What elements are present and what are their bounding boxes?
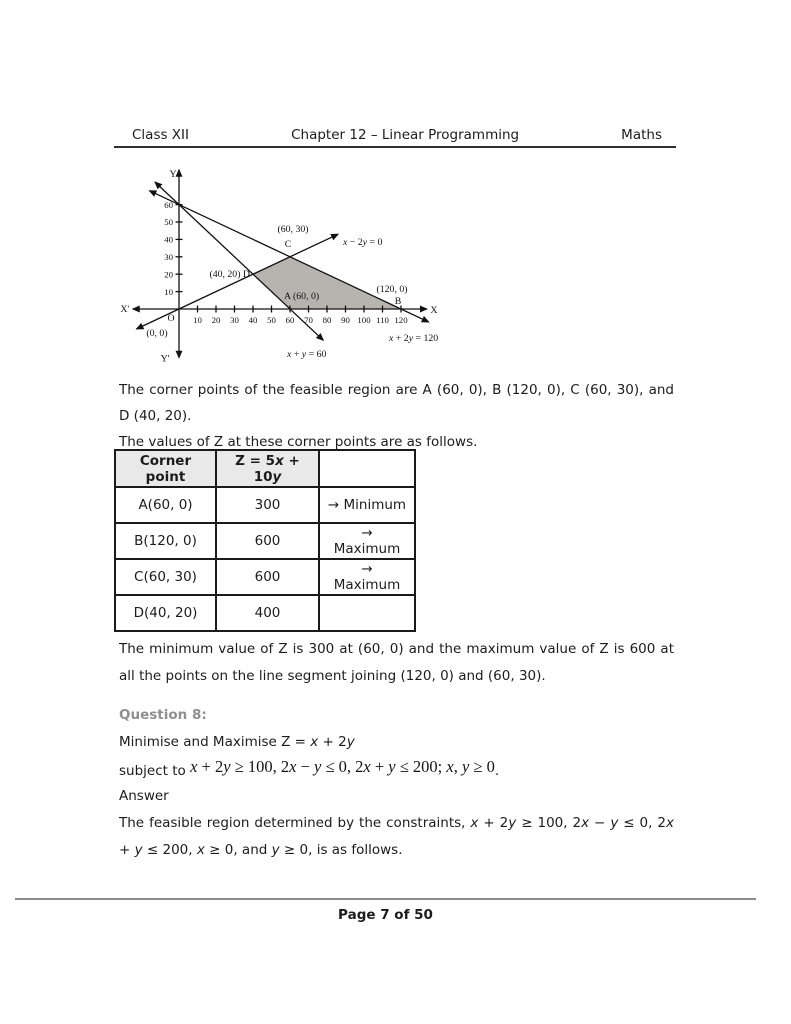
- table-cell: → Maximum: [319, 523, 415, 559]
- graph-label: (40, 20) D: [209, 269, 250, 281]
- table-cell: 400: [216, 595, 319, 631]
- x-tick-label: 50: [267, 315, 276, 325]
- constraints-formula: x + 2y ≥ 100, 2x − y ≤ 0, 2x + y ≤ 200; x, y ≥ 0: [190, 757, 495, 776]
- graph-label: Y': [160, 353, 170, 365]
- table-cell: → Minimum: [319, 487, 415, 523]
- x-tick-label: 110: [376, 315, 389, 325]
- page-content: [119, 160, 674, 864]
- y-tick-label: 20: [164, 269, 173, 280]
- graph-label: (60, 30): [277, 223, 309, 235]
- page-footer: [15, 898, 756, 923]
- line-equation-label: x + 2y = 120: [389, 333, 439, 344]
- objective-line: Minimise and Maximise Z = x + 2y: [119, 734, 355, 750]
- feasible-region: [253, 257, 401, 309]
- table-cell: 300: [216, 487, 319, 523]
- graph-label: O: [167, 313, 175, 324]
- question-heading: Question 8:: [119, 707, 207, 723]
- feasible-region-graph: [117, 166, 455, 374]
- table-row: [115, 523, 415, 559]
- x-tick-label: 100: [357, 315, 371, 325]
- y-tick-label: 40: [164, 234, 173, 245]
- table-cell: 600: [216, 523, 319, 559]
- z-values-paragraph: The values of Z at these corner points are as follows.: [119, 434, 478, 450]
- feasible-region-paragraph: The feasible region determined by the constraints, x + 2y ≥ 100, 2x − y ≤ 0, 2x + y ≤ 200, x ≥ 0, and y ≥ 0, is as follows.: [119, 815, 674, 858]
- graph-label: X: [430, 305, 438, 316]
- graph-label: A (60, 0): [284, 291, 320, 302]
- table-row: [115, 559, 415, 595]
- line-equation-label: x − 2y = 0: [343, 237, 383, 248]
- graph-label: C: [284, 238, 292, 250]
- graph-label: (120, 0): [376, 284, 408, 295]
- graph-label: X': [120, 304, 130, 315]
- x-tick-label: 30: [230, 315, 239, 325]
- y-tick-label: 10: [164, 286, 173, 297]
- table-row: [115, 487, 415, 523]
- x-tick-label: 120: [394, 315, 408, 325]
- table-cell: B(120, 0): [115, 523, 216, 559]
- x-tick-label: 40: [248, 315, 258, 325]
- header-class: Class XII: [132, 127, 190, 143]
- y-tick-label: 60: [164, 199, 173, 210]
- graph-label: Y: [169, 168, 177, 180]
- table-cell: 600: [216, 559, 319, 595]
- x-tick-label: 70: [304, 315, 313, 325]
- table-row: [115, 595, 415, 631]
- y-tick-label: 30: [164, 252, 173, 262]
- line-equation-label: x + y = 60: [287, 349, 327, 360]
- table-header-row: [115, 450, 415, 487]
- x-tick-label: 60: [285, 315, 295, 325]
- header-subject: Maths: [621, 127, 662, 143]
- page-number: Page 7 of 50: [338, 907, 433, 923]
- table-cell: C(60, 30): [115, 559, 216, 595]
- corner-points-paragraph: The corner points of the feasible region are A (60, 0), B (120, 0), C (60, 30), and D (40, 20).: [119, 382, 674, 424]
- x-tick-label: 90: [341, 315, 350, 325]
- table-cell: A(60, 0): [115, 487, 216, 523]
- answer-label: Answer: [119, 788, 169, 804]
- subject-to-prefix: subject to: [119, 763, 191, 779]
- x-tick-label: 20: [211, 315, 221, 325]
- graph-label: (0, 0): [146, 328, 168, 339]
- y-tick-label: 50: [164, 217, 173, 228]
- table-header-cell: [319, 450, 415, 487]
- table-header-cell: Z = 5x + 10y: [216, 450, 319, 487]
- table-header-cell: Corner point: [115, 450, 216, 487]
- formula-period: .: [494, 763, 500, 779]
- min-max-paragraph: The minimum value of Z is 300 at (60, 0) and the maximum value of Z is 600 at all the points on the line segment joining (120, 0) and (60, 30).: [119, 641, 674, 684]
- x-tick-label: 10: [193, 315, 202, 325]
- corner-table-head: [115, 450, 415, 487]
- corner-point-table: [114, 449, 416, 632]
- graph-label: B: [394, 296, 402, 307]
- corner-table-body: [115, 487, 415, 631]
- table-cell: D(40, 20): [115, 595, 216, 631]
- table-cell: [319, 595, 415, 631]
- subject-to-line: [119, 756, 674, 785]
- table-cell: → Maximum: [319, 559, 415, 595]
- header-chapter: Chapter 12 – Linear Programming: [291, 127, 520, 143]
- x-tick-label: 80: [322, 315, 332, 325]
- page-header: [114, 127, 676, 148]
